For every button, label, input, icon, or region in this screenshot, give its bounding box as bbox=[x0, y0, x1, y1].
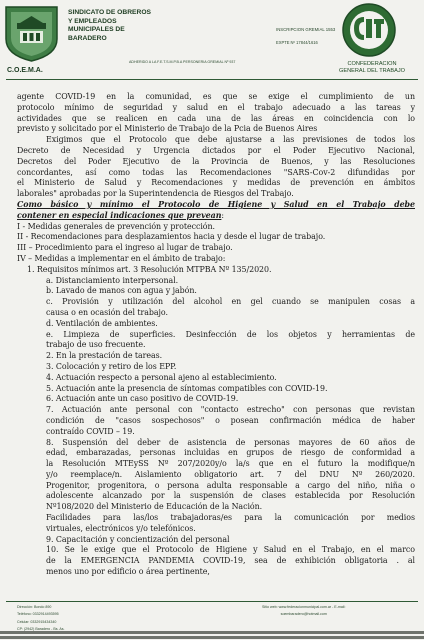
footer-divider bbox=[6, 601, 418, 602]
subitem: e. Limpieza de superficies. Desinfección de los objetos y herramientas de bbox=[46, 329, 415, 339]
acronym: C.O.E.M.A. bbox=[7, 67, 43, 74]
numbered-item: 9. Capacitación y concientización del personal bbox=[46, 534, 230, 544]
text-line: Progenitor, progenitora, o persona adulta responsable a cargo del niño, niña o bbox=[46, 480, 415, 490]
numbered-item: 6. Actuación ante un caso positivo de COVID-19. bbox=[46, 394, 239, 404]
scan-edge bbox=[0, 631, 424, 634]
file-number: EXPTE Nº 17844/1616 bbox=[276, 40, 318, 45]
subitem: b. Lavado de manos con agua y jabón. bbox=[46, 286, 197, 296]
numbered-item: 1. Requisitos mínimos art. 3 Resolución MTPBA Nº 135/2020. bbox=[27, 264, 272, 274]
footer-contact bbox=[17, 604, 65, 634]
requirement-subitems bbox=[17, 276, 415, 352]
confederation-name bbox=[330, 61, 414, 75]
numbered-item: 2. En la prestación de tareas. bbox=[46, 351, 163, 361]
footer-line: CP: (2942) Baradero - Bs. As. bbox=[17, 627, 65, 632]
text-line: contraído COVID – 19. bbox=[46, 426, 135, 436]
numbered-item: 5. Actuación ante la presencia de síntomas compatibles con COVID-19. bbox=[46, 383, 328, 393]
affiliation-note: ADHERIDO A LA F.E.T.S.M.P.B.A PERSONERIA GREMIAL Nº 937 bbox=[129, 60, 236, 64]
text-line: de la EMERGENCIA PANDEMIA COVID-19, sea de exhibición obligatoria . al bbox=[46, 556, 415, 566]
letterhead bbox=[0, 0, 424, 86]
registration-number: INSCRIPCION GREMIAL 1553 bbox=[276, 27, 336, 32]
text-line: adolescente alcanzado por la suspensión de clases establecida por Resolución bbox=[46, 491, 415, 501]
numbered-item: 4. Actuación respecto a personal ajeno al establecimiento. bbox=[46, 372, 277, 382]
numbered-item: 7. Actuación ante personal con "contacto estrecho" con personas que revistan bbox=[46, 405, 415, 415]
text-line: Decretos del Poder Ejecutivo de la Provincia de Buenos, y las Resoluciones bbox=[17, 156, 415, 166]
cgt-seal-logo bbox=[341, 2, 397, 58]
text-line: laborales" aprobadas por la Superintendencia de Riesgos del Trabajo. bbox=[17, 189, 294, 199]
subitem: c. Provisión y utilización del alcohol en gel cuando se manipulen cosas a bbox=[46, 297, 415, 307]
section-heading: contener en especial indicaciones que prevean: bbox=[17, 210, 225, 220]
text-line: edad, embarazadas, personas incluidas en grupos de riesgo de conformidad a bbox=[46, 448, 415, 458]
confed-line: CONFEDERACION bbox=[347, 61, 397, 67]
text-line: trabajo de uso frecuente. bbox=[46, 340, 146, 350]
text-line: causa o en ocasión del trabajo. bbox=[46, 307, 168, 317]
scan-edge bbox=[0, 636, 424, 639]
text-line: actividades que se realicen en cada una de las áreas en coincidencia con lo bbox=[17, 113, 415, 123]
text-line: Facilidades para las/los trabajadoras/es para la comunicación por medios bbox=[46, 513, 415, 523]
confed-line: GENERAL DEL TRABAJO bbox=[338, 68, 405, 74]
footer-line: Teléfono: 0332914493595 bbox=[17, 612, 59, 617]
footer-line: Dirección: Bondo 890 bbox=[17, 605, 52, 609]
org-line: BARADERO bbox=[68, 34, 107, 42]
text-line: Exigimos que el Protocolo que debe ajustarse a las previsiones de todos los bbox=[46, 135, 415, 145]
subitem: a. Distanciamiento interpersonal. bbox=[46, 275, 179, 285]
footer-line: Celular: 0332915434340 bbox=[17, 619, 57, 624]
text-line: agente COVID-19 en la comunidad, es que se exige el cumplimiento de un bbox=[17, 92, 415, 101]
text-line: y/o reemplace/n. Aislamiento obligatorio art. 7 del DNU Nº 260/2020. bbox=[46, 469, 415, 479]
text-line: virtuales, electrónicos y/o telefónicos. bbox=[46, 523, 196, 533]
union-shield-logo bbox=[3, 3, 60, 63]
text-line: concordantes, así como todas las Recomendaciones "SARS-Cov-2 difundidas por bbox=[17, 167, 415, 177]
footer-line: Sitio web: www.federacionmunicipal.com.ar - E-mail: bbox=[262, 605, 346, 609]
footer-line: soembaradero@hotmail.com bbox=[280, 612, 327, 617]
numbered-item: 8. Suspensión del deber de asistencia de personas mayores de 60 años de bbox=[46, 437, 415, 447]
numbered-item: 3. Colocación y retiro de los EPP. bbox=[46, 361, 177, 371]
text-line: la Resolución MTEySS Nº 207/2020y/o la/s que en el futuro la modifique/n bbox=[46, 459, 415, 469]
subitem: d. Ventilación de ambientes. bbox=[46, 318, 158, 328]
org-line: MUNICIPALES DE bbox=[68, 26, 125, 34]
numbered-item: 10. Se le exige que el Protocolo de Higiene y Salud en el Trabajo, en el marco bbox=[46, 545, 415, 555]
letter-body bbox=[17, 92, 415, 578]
text-line: Nº108/2020 del Ministerio de Educación de la Nación. bbox=[46, 502, 263, 512]
text-line: condición de "casos sospechosos" o posean confirmación médica de haber bbox=[46, 415, 415, 425]
text-line: Decreto de Necesidad y Urgencia dictados por el Poder Ejecutivo Nacional, bbox=[17, 145, 415, 155]
footer-web bbox=[262, 604, 345, 619]
text-line: el Ministerio de Salud y Recomendaciones y medidas de prevención en ámbitos bbox=[17, 178, 415, 188]
roman-item: III – Procedimiento para el ingreso al lugar de trabajo. bbox=[17, 243, 233, 253]
section-heading: Como básico y mínimo el Protocolo de Higiene y Salud en el Trabajo debe bbox=[17, 199, 415, 209]
text-line: previsto y solicitado por el Ministerio de Trabajo de la Pcia de Buenos Aires bbox=[17, 124, 318, 134]
roman-item: II - Recomendaciones para desplazamientos hacia y desde el lugar de trabajo. bbox=[17, 232, 326, 242]
text-line: protocolo mínimo de seguridad y salud en el trabajo adecuado a las tareas y bbox=[17, 102, 415, 112]
letterhead-footer bbox=[0, 600, 424, 640]
text-line: menos uno por edificio o área pertinente, bbox=[46, 567, 210, 577]
roman-item: IV – Medidas a implementar en el ámbito de trabajo: bbox=[17, 253, 226, 263]
org-line: SINDICATO DE OBREROS bbox=[68, 9, 151, 16]
roman-item: I - Medidas generales de prevención y protección. bbox=[17, 221, 215, 231]
header-divider bbox=[6, 79, 418, 80]
org-line: Y EMPLEADOS bbox=[68, 17, 117, 25]
organization-name bbox=[68, 9, 188, 43]
